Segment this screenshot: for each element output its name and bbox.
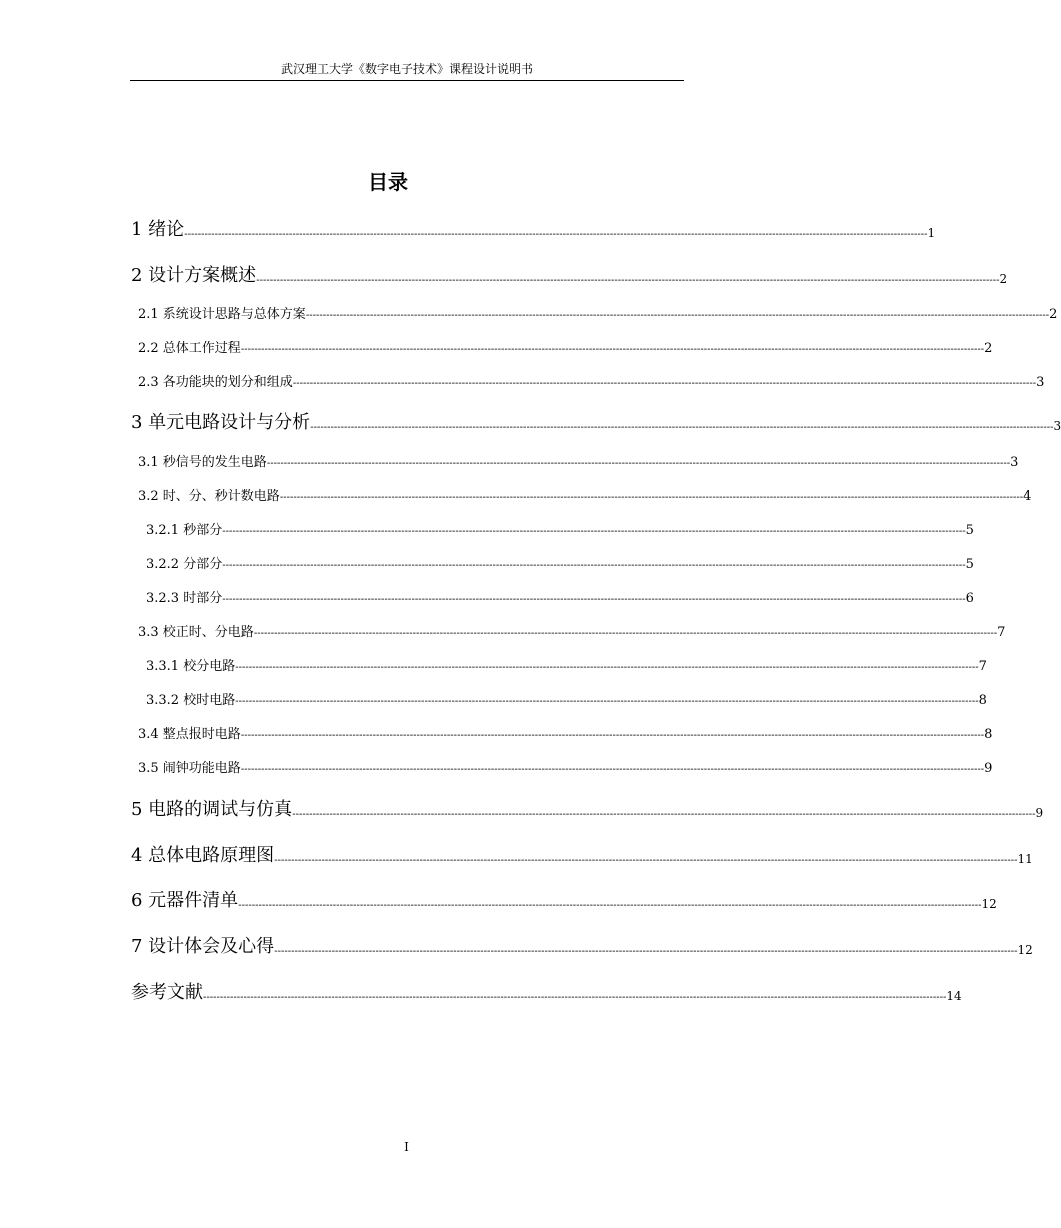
toc-leader: ----------------------------------------------------------------------------------------------------------------------------------------------------------------------------------------------------------------------------	[240, 344, 985, 355]
toc-entry-title: 3.2.2 分部分	[146, 557, 223, 572]
toc-entry-title: 3.3.2 校时电路	[146, 693, 236, 708]
toc-entry-page: 11	[1017, 852, 1033, 866]
toc-entry-title: 7 设计体会及心得	[131, 936, 275, 957]
toc-leader: ----------------------------------------------------------------------------------------------------------------------------------------------------------------------------------------------------------------------------	[305, 310, 1050, 321]
toc-entry-page: 9	[1035, 806, 1044, 820]
toc-entry-page: 8	[984, 727, 993, 742]
toc-leader: ----------------------------------------------------------------------------------------------------------------------------------------------------------------------------------------------------------------------------	[240, 764, 985, 775]
toc-entry-page: 12	[1017, 943, 1033, 957]
toc-leader: ----------------------------------------------------------------------------------------------------------------------------------------------------------------------------------------------------------------------------	[238, 900, 982, 911]
toc-leader: ----------------------------------------------------------------------------------------------------------------------------------------------------------------------------------------------------------------------------	[266, 458, 1011, 469]
toc-entry-title: 3 单元电路设计与分析	[131, 412, 311, 433]
toc-entry-page: 14	[946, 989, 962, 1003]
header-title: 武汉理工大学《数字电子技术》课程设计说明书	[280, 62, 533, 76]
toc-leader: ----------------------------------------------------------------------------------------------------------------------------------------------------------------------------------------------------------------------------	[256, 275, 1000, 286]
toc-entry-page: 2	[984, 341, 993, 356]
toc-entry-title: 2.3 各功能块的划分和组成	[138, 375, 293, 390]
toc-entry[interactable]	[146, 690, 987, 708]
toc-entry-title: 3.2.1 秒部分	[146, 523, 223, 538]
toc-leader: ----------------------------------------------------------------------------------------------------------------------------------------------------------------------------------------------------------------------------	[274, 855, 1018, 866]
toc-entry[interactable]	[131, 408, 1061, 434]
toc-entry-title: 3.3 校正时、分电路	[138, 625, 254, 640]
toc-entry-page: 4	[1023, 489, 1032, 504]
toc-entry-title: 参考文献	[131, 982, 203, 1003]
toc-entry-page: 2	[1049, 307, 1058, 322]
toc-entry-page: 3	[1053, 419, 1061, 433]
toc-entry[interactable]	[131, 795, 1044, 821]
toc-entry[interactable]	[131, 978, 962, 1004]
toc-entry[interactable]	[138, 622, 1006, 640]
toc-entry-page: 7	[978, 659, 987, 674]
toc-entry-page: 6	[965, 591, 974, 606]
toc-entry-title: 3.2 时、分、秒计数电路	[138, 489, 280, 504]
toc-leader: ----------------------------------------------------------------------------------------------------------------------------------------------------------------------------------------------------------------------------	[184, 229, 928, 240]
toc-leader: ----------------------------------------------------------------------------------------------------------------------------------------------------------------------------------------------------------------------------	[222, 526, 966, 537]
toc-entry-title: 2.2 总体工作过程	[138, 341, 241, 356]
page-number: I	[404, 1140, 409, 1154]
toc-title: 目录	[368, 170, 408, 194]
toc-entry-page: 8	[978, 693, 987, 708]
toc-entry[interactable]	[138, 338, 993, 356]
toc-leader: ----------------------------------------------------------------------------------------------------------------------------------------------------------------------------------------------------------------------------	[279, 492, 1024, 503]
toc-leader: ----------------------------------------------------------------------------------------------------------------------------------------------------------------------------------------------------------------------------	[235, 662, 979, 673]
toc-entry[interactable]	[131, 215, 936, 241]
toc-entry[interactable]	[131, 261, 1008, 287]
toc-leader: ----------------------------------------------------------------------------------------------------------------------------------------------------------------------------------------------------------------------------	[222, 560, 966, 571]
toc-entry-title: 3.5 闹钟功能电路	[138, 761, 241, 776]
toc-leader: ----------------------------------------------------------------------------------------------------------------------------------------------------------------------------------------------------------------------------	[292, 378, 1037, 389]
toc-entry-title: 3.2.3 时部分	[146, 591, 223, 606]
toc-entry-title: 3.3.1 校分电路	[146, 659, 236, 674]
toc-entry[interactable]	[138, 452, 1019, 470]
toc-entry[interactable]	[138, 372, 1045, 390]
toc-entry-title: 1 绪论	[131, 219, 185, 240]
toc-leader: ----------------------------------------------------------------------------------------------------------------------------------------------------------------------------------------------------------------------------	[235, 696, 979, 707]
toc-entry[interactable]	[138, 486, 1032, 504]
toc-entry[interactable]	[138, 758, 993, 776]
toc-entry-title: 3.1 秒信号的发生电路	[138, 455, 267, 470]
toc-leader: ----------------------------------------------------------------------------------------------------------------------------------------------------------------------------------------------------------------------------	[240, 730, 985, 741]
toc-entry-page: 9	[984, 761, 993, 776]
toc-entry-title: 4 总体电路原理图	[131, 845, 275, 866]
toc-leader: ----------------------------------------------------------------------------------------------------------------------------------------------------------------------------------------------------------------------------	[253, 628, 998, 639]
toc-entry-title: 2 设计方案概述	[131, 265, 257, 286]
toc-leader: ----------------------------------------------------------------------------------------------------------------------------------------------------------------------------------------------------------------------------	[203, 992, 947, 1003]
toc-entry-title: 3.4 整点报时电路	[138, 727, 241, 742]
toc-entry[interactable]	[146, 656, 987, 674]
toc-entry[interactable]	[138, 724, 993, 742]
toc-entry-title: 2.1 系统设计思路与总体方案	[138, 307, 306, 322]
toc-entry[interactable]	[131, 932, 1033, 958]
toc-entry-page: 1	[927, 226, 936, 240]
toc-entry[interactable]	[131, 841, 1033, 867]
toc-entry-page: 5	[965, 523, 974, 538]
toc-leader: ----------------------------------------------------------------------------------------------------------------------------------------------------------------------------------------------------------------------------	[222, 594, 966, 605]
toc-entry-page: 7	[997, 625, 1006, 640]
toc-entry[interactable]	[146, 554, 974, 572]
toc-entry[interactable]	[146, 588, 974, 606]
toc-entry[interactable]	[146, 520, 974, 538]
toc-entry-page: 3	[1010, 455, 1019, 470]
toc-leader: ----------------------------------------------------------------------------------------------------------------------------------------------------------------------------------------------------------------------------	[292, 809, 1036, 820]
toc-entry-page: 2	[999, 272, 1008, 286]
toc-leader: ----------------------------------------------------------------------------------------------------------------------------------------------------------------------------------------------------------------------------	[274, 946, 1018, 957]
toc-entry-page: 5	[965, 557, 974, 572]
toc-entry-page: 12	[981, 897, 997, 911]
toc-entry-page: 3	[1036, 375, 1045, 390]
toc-entry-title: 6 元器件清单	[131, 890, 239, 911]
toc-leader: ----------------------------------------------------------------------------------------------------------------------------------------------------------------------------------------------------------------------------	[310, 422, 1054, 433]
toc-entry[interactable]	[138, 304, 1058, 322]
toc-entry[interactable]	[131, 886, 997, 912]
toc-entry-title: 5 电路的调试与仿真	[131, 799, 293, 820]
